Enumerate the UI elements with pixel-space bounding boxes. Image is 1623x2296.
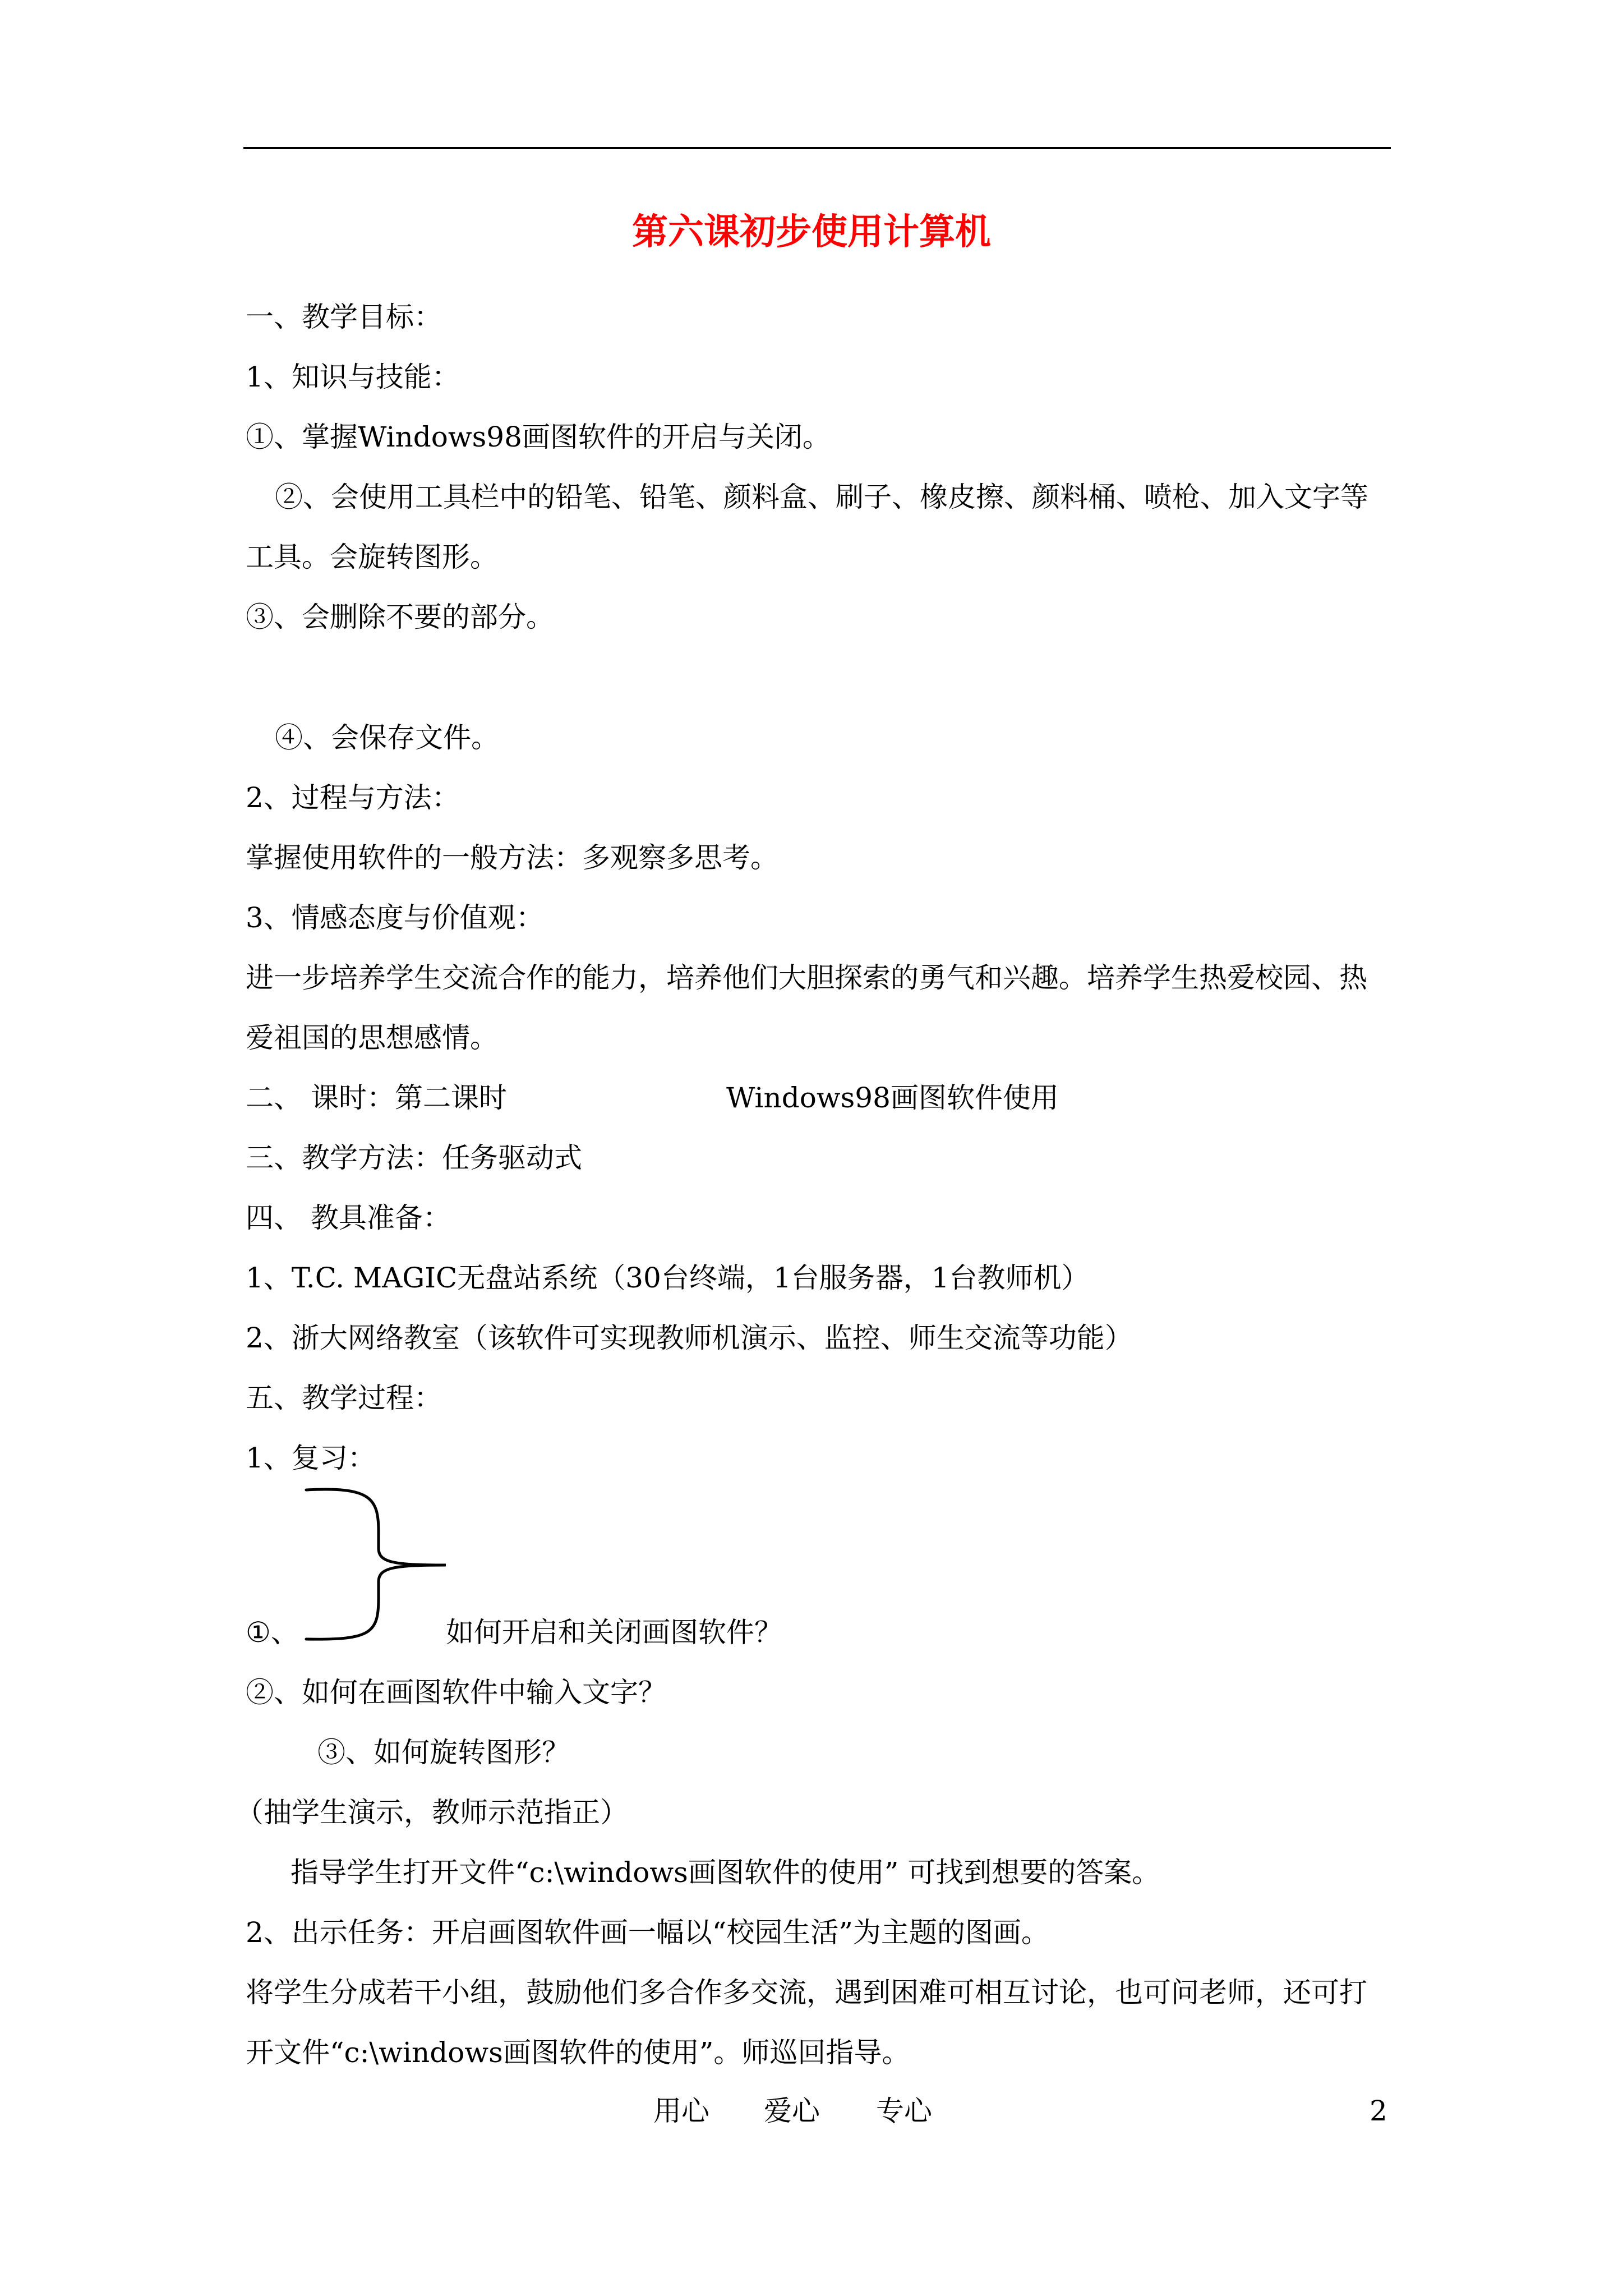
text-line: ①、掌握Windows98画图软件的开启与关闭。 [246,421,831,453]
text-line: 进一步培养学生交流合作的能力，培养他们大胆探索的勇气和兴趣。培养学生热爱校园、热 [246,961,1367,994]
text-line: ④、会保存文件。 [275,721,499,754]
header-rule [243,147,1391,149]
text-line: 1、知识与技能： [246,361,460,393]
text-line: 五、教学过程： [246,1382,442,1414]
lesson-topic: Windows98画图软件使用 [726,1082,1059,1114]
text-line: 爱祖国的思想感情。 [246,1022,498,1054]
text-line: 掌握使用软件的一般方法：多观察多思考。 [246,841,778,874]
text-line: 三、教学方法：任务驱动式 [246,1142,582,1174]
text-line: 一、教学目标： [246,301,442,333]
text-line: ①、 [246,1616,299,1649]
review-question-1: 如何开启和关闭画图软件？ [446,1616,782,1649]
text-line: 1、T.C. MAGIC无盘站系统（30台终端，1台服务器，1台教师机） [246,1262,1090,1294]
text-line: ②、会使用工具栏中的铅笔、铅笔、颜料盒、刷子、橡皮擦、颜料桶、喷枪、加入文字等 [275,481,1368,513]
text-line: 1、复习： [246,1442,376,1474]
footer-middle: 爱心 [764,2095,820,2127]
text-line: 开文件“c:\windows画图软件的使用”。师巡回指导。 [246,2036,910,2069]
text-line: 2、出示任务：开启画图软件画一幅以“校园生活”为主题的图画。 [246,1916,1049,1949]
text-line: 四、 教具准备： [246,1202,451,1234]
text-line: ③、如何旋转图形？ [317,1736,570,1769]
text-line: 3、情感态度与价值观： [246,901,544,934]
brace-drawing [303,1487,449,1644]
text-line: 二、 课时：第二课时 [246,1082,507,1114]
text-line: ②、如何在画图软件中输入文字？ [246,1676,666,1709]
page-number: 2 [1370,2095,1387,2127]
text-line: ③、会删除不要的部分。 [246,601,554,633]
text-line: 2、过程与方法： [246,781,460,814]
text-line: （抽学生演示，教师示范指正） [236,1796,628,1829]
text-line: 将学生分成若干小组，鼓励他们多合作多交流，遇到困难可相互讨论，也可问老师，还可打 [246,1976,1367,2009]
page-title: 第六课初步使用计算机 [632,211,991,253]
footer-right: 专心 [876,2095,932,2127]
text-line: 2、浙大网络教室（该软件可实现教师机演示、监控、师生交流等功能） [246,1322,1133,1354]
text-line: 工具。会旋转图形。 [246,541,498,573]
text-line: 指导学生打开文件“c:\windows画图软件的使用” 可找到想要的答案。 [291,1856,1160,1889]
footer-left: 用心 [653,2095,709,2127]
